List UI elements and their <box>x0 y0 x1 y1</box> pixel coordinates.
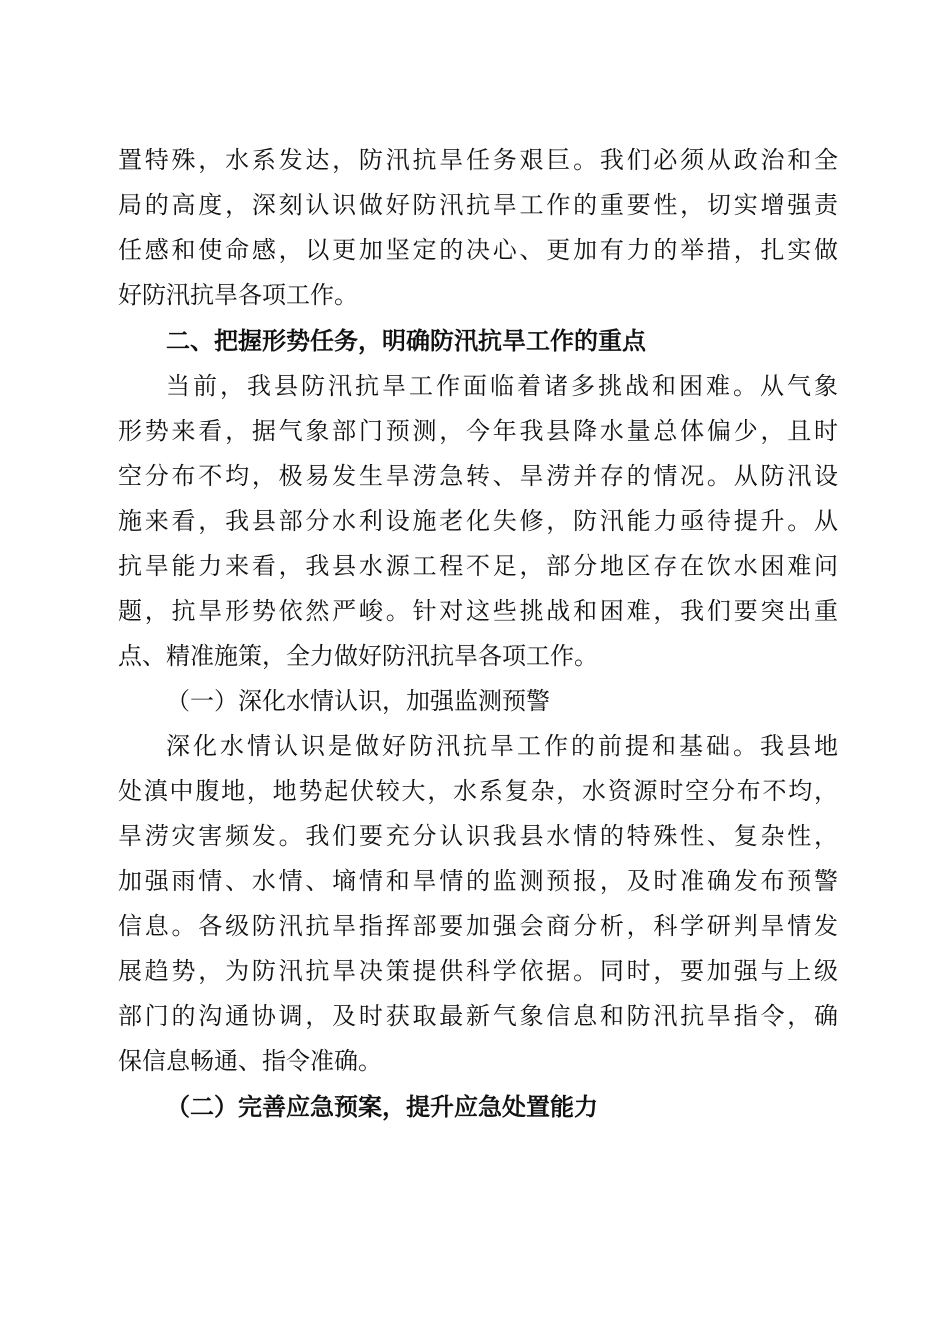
paragraph-line: 深化水情认识是做好防汛抗旱工作的前提和基础。我县地 <box>166 732 838 760</box>
paragraph-line: 局的高度，深刻认识做好防汛抗旱工作的重要性，切实增强责 <box>118 191 838 219</box>
paragraph-line: 处滇中腹地，地势起伏较大，水系复杂，水资源时空分布不均， <box>118 777 838 805</box>
paragraph-line: 信息。各级防汛抗旱指挥部要加强会商分析，科学研判旱情发 <box>118 912 838 940</box>
section-heading: 二、把握形势任务，明确防汛抗旱工作的重点 <box>166 327 646 355</box>
subsection-heading: （二）完善应急预案，提升应急处置能力 <box>166 1093 598 1121</box>
paragraph-line: 加强雨情、水情、墒情和旱情的监测预报，及时准确发布预警 <box>118 867 838 895</box>
paragraph-line: 抗旱能力来看，我县水源工程不足，部分地区存在饮水困难问 <box>118 552 838 580</box>
paragraph-line: 任感和使命感，以更加坚定的决心、更加有力的举措，扎实做 <box>118 236 838 264</box>
paragraph-line: 保信息畅通、指令准确。 <box>118 1047 382 1075</box>
paragraph-line: 部门的沟通协调，及时获取最新气象信息和防汛抗旱指令，确 <box>118 1002 838 1030</box>
paragraph-line: 题，抗旱形势依然严峻。针对这些挑战和困难，我们要突出重 <box>118 597 838 625</box>
subsection-heading: （一）深化水情认识，加强监测预警 <box>166 687 550 715</box>
paragraph-line: 当前，我县防汛抗旱工作面临着诸多挑战和困难。从气象 <box>166 372 838 400</box>
paragraph-line: 旱涝灾害频发。我们要充分认识我县水情的特殊性、复杂性， <box>118 822 838 850</box>
paragraph-line: 置特殊，水系发达，防汛抗旱任务艰巨。我们必须从政治和全 <box>118 146 838 174</box>
paragraph-line: 好防汛抗旱各项工作。 <box>118 281 358 309</box>
paragraph-line: 空分布不均，极易发生旱涝急转、旱涝并存的情况。从防汛设 <box>118 462 838 490</box>
paragraph-line: 展趋势，为防汛抗旱决策提供科学依据。同时，要加强与上级 <box>118 957 838 985</box>
paragraph-line: 形势来看，据气象部门预测，今年我县降水量总体偏少，且时 <box>118 417 838 445</box>
paragraph-line: 点、精准施策，全力做好防汛抗旱各项工作。 <box>118 642 598 670</box>
paragraph-line: 施来看，我县部分水利设施老化失修，防汛能力亟待提升。从 <box>118 507 838 535</box>
